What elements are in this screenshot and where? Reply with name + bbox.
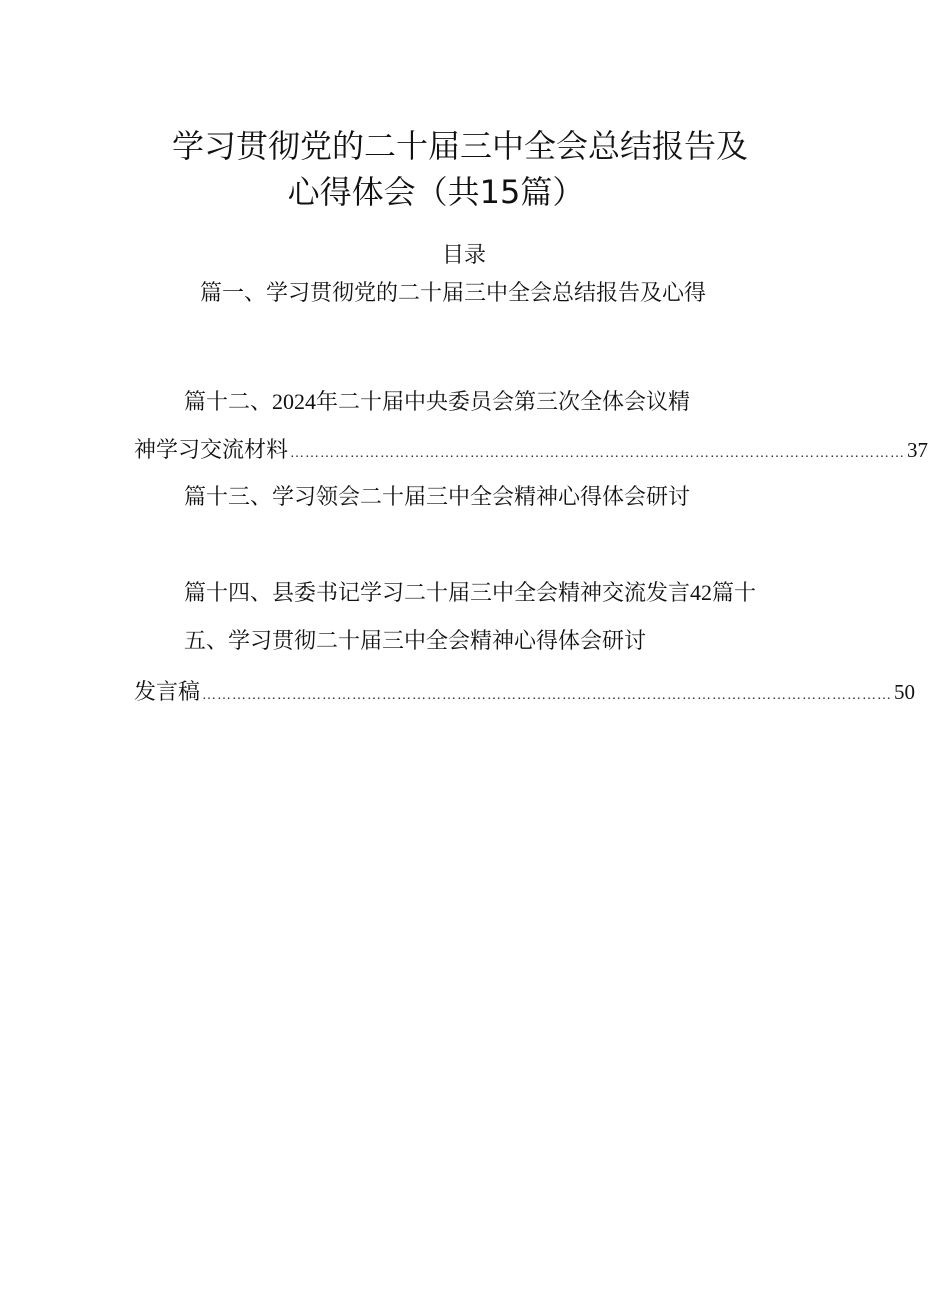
toc-entry-12-rest: 年二十届中央委员会第三次全体会议精 (316, 390, 691, 415)
toc-entry-12-line-2[interactable] (134, 434, 928, 470)
toc-page-number: 50 (894, 680, 916, 704)
toc-entry-1[interactable]: 篇一、学习贯彻党的二十届三中全会总结报告及心得 (200, 281, 707, 306)
toc-entry-15-line-3[interactable] (134, 676, 916, 712)
toc-entry-14-text: 篇十四、县委书记学习二十届三中全会精神交流发言 (184, 581, 691, 606)
dot-leader: …………………………………………………………………………………………………………… (290, 446, 906, 461)
dot-leader: ………………………………………………………………………………………………………………………… (202, 688, 893, 703)
toc-entry-15-line-2[interactable]: 五、学习贯彻二十届三中全会精神心得体会研讨 (184, 629, 647, 654)
toc-heading: 目录 (441, 243, 486, 268)
document-title-line-2: 心得体会（共15篇） (287, 173, 585, 211)
toc-entry-12-line-1[interactable] (184, 386, 690, 419)
toc-page-number: 37 (907, 438, 928, 462)
toc-entry-13[interactable]: 篇十三、学习领会二十届三中全会精神心得体会研讨 (184, 485, 691, 510)
toc-entry-14[interactable] (184, 577, 756, 610)
document-title-line-1: 学习贯彻党的二十届三中全会总结报告及 (171, 127, 748, 165)
toc-entry-14-page-number: 42 (690, 580, 713, 605)
toc-entry-12-year: 2024 (272, 389, 317, 414)
toc-entry-12-prefix: 篇十二、 (184, 390, 273, 415)
toc-entry-15-start: 篇十 (712, 581, 757, 606)
toc-entry-label: 神学习交流材料 (134, 438, 289, 463)
toc-entry-label: 发言稿 (134, 680, 201, 705)
